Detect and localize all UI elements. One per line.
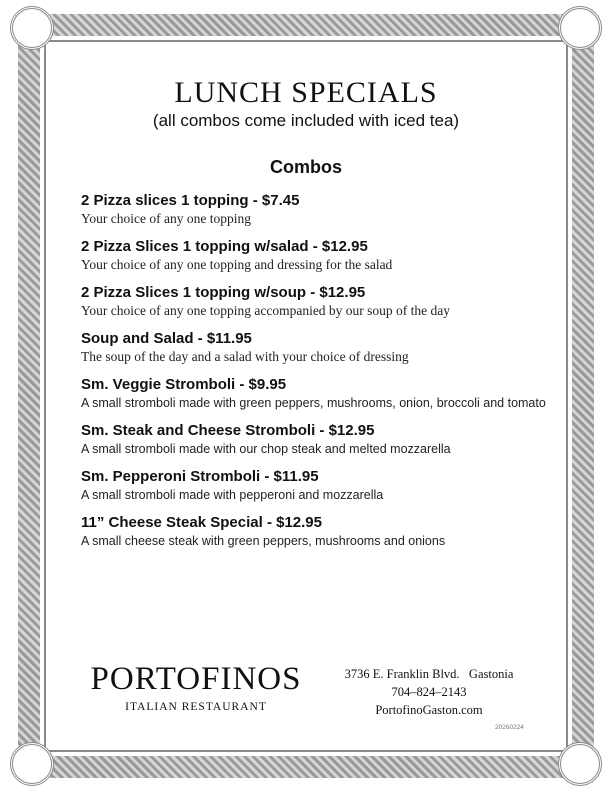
menu-item [81, 421, 551, 458]
menu-item [81, 237, 551, 274]
website: PortofinoGaston.com [375, 703, 483, 717]
menu-item-name: Soup and Salad - $11.95 [81, 330, 252, 347]
corner-ornament-icon [10, 6, 54, 50]
contact-block [326, 665, 532, 719]
section-title: Combos [270, 157, 342, 177]
corner-ornament-icon [558, 742, 602, 786]
page-title: LUNCH SPECIALS [174, 76, 438, 109]
menu-item-description: A small cheese steak with green peppers, mushrooms and onions [81, 534, 446, 548]
menu-item-name: 2 Pizza slices 1 topping - $7.45 [81, 192, 300, 209]
document-code: 20260224 [495, 724, 524, 731]
menu-item-description: A small stromboli made with our chop steak and melted mozzarella [81, 442, 451, 456]
menu-item [81, 513, 551, 550]
restaurant-tagline: ITALIAN RESTAURANT [125, 701, 267, 713]
menu-item-description: The soup of the day and a salad with your choice of dressing [81, 349, 409, 364]
menu-item-name: Sm. Veggie Stromboli - $9.95 [81, 376, 287, 393]
menu-item-name: 11” Cheese Steak Special - $12.95 [81, 514, 322, 531]
address: 3736 E. Franklin Blvd. Gastonia [344, 667, 514, 681]
menu-item-name: 2 Pizza Slices 1 topping w/soup - $12.95 [81, 284, 366, 301]
menu-item-description: Your choice of any one topping accompanied by our soup of the day [81, 303, 451, 318]
page-subtitle: (all combos come included with iced tea) [152, 111, 460, 130]
menu-item-description: Your choice of any one topping and dressing for the salad [81, 257, 393, 272]
menu-item [81, 467, 551, 504]
menu-item [81, 191, 551, 228]
menu-item-name: 2 Pizza Slices 1 topping w/salad - $12.95 [81, 238, 368, 255]
menu-item [81, 283, 551, 320]
restaurant-logo [80, 661, 312, 713]
menu-item-description: A small stromboli made with pepperoni and mozzarella [81, 488, 384, 502]
menu-item [81, 375, 551, 412]
menu-item-name: Sm. Steak and Cheese Stromboli - $12.95 [81, 422, 375, 439]
corner-ornament-icon [10, 742, 54, 786]
menu-item-name: Sm. Pepperoni Stromboli - $11.95 [81, 468, 319, 485]
menu-items-list [81, 191, 551, 559]
phone-number: 704–824–2143 [391, 685, 467, 699]
menu-item-description: Your choice of any one topping [81, 211, 251, 226]
menu-item [81, 329, 551, 366]
menu-item-description: A small stromboli made with green peppers, mushrooms, onion, broccoli and tomato [81, 396, 546, 410]
corner-ornament-icon [558, 6, 602, 50]
restaurant-name: PORTOFINOS [90, 661, 302, 697]
